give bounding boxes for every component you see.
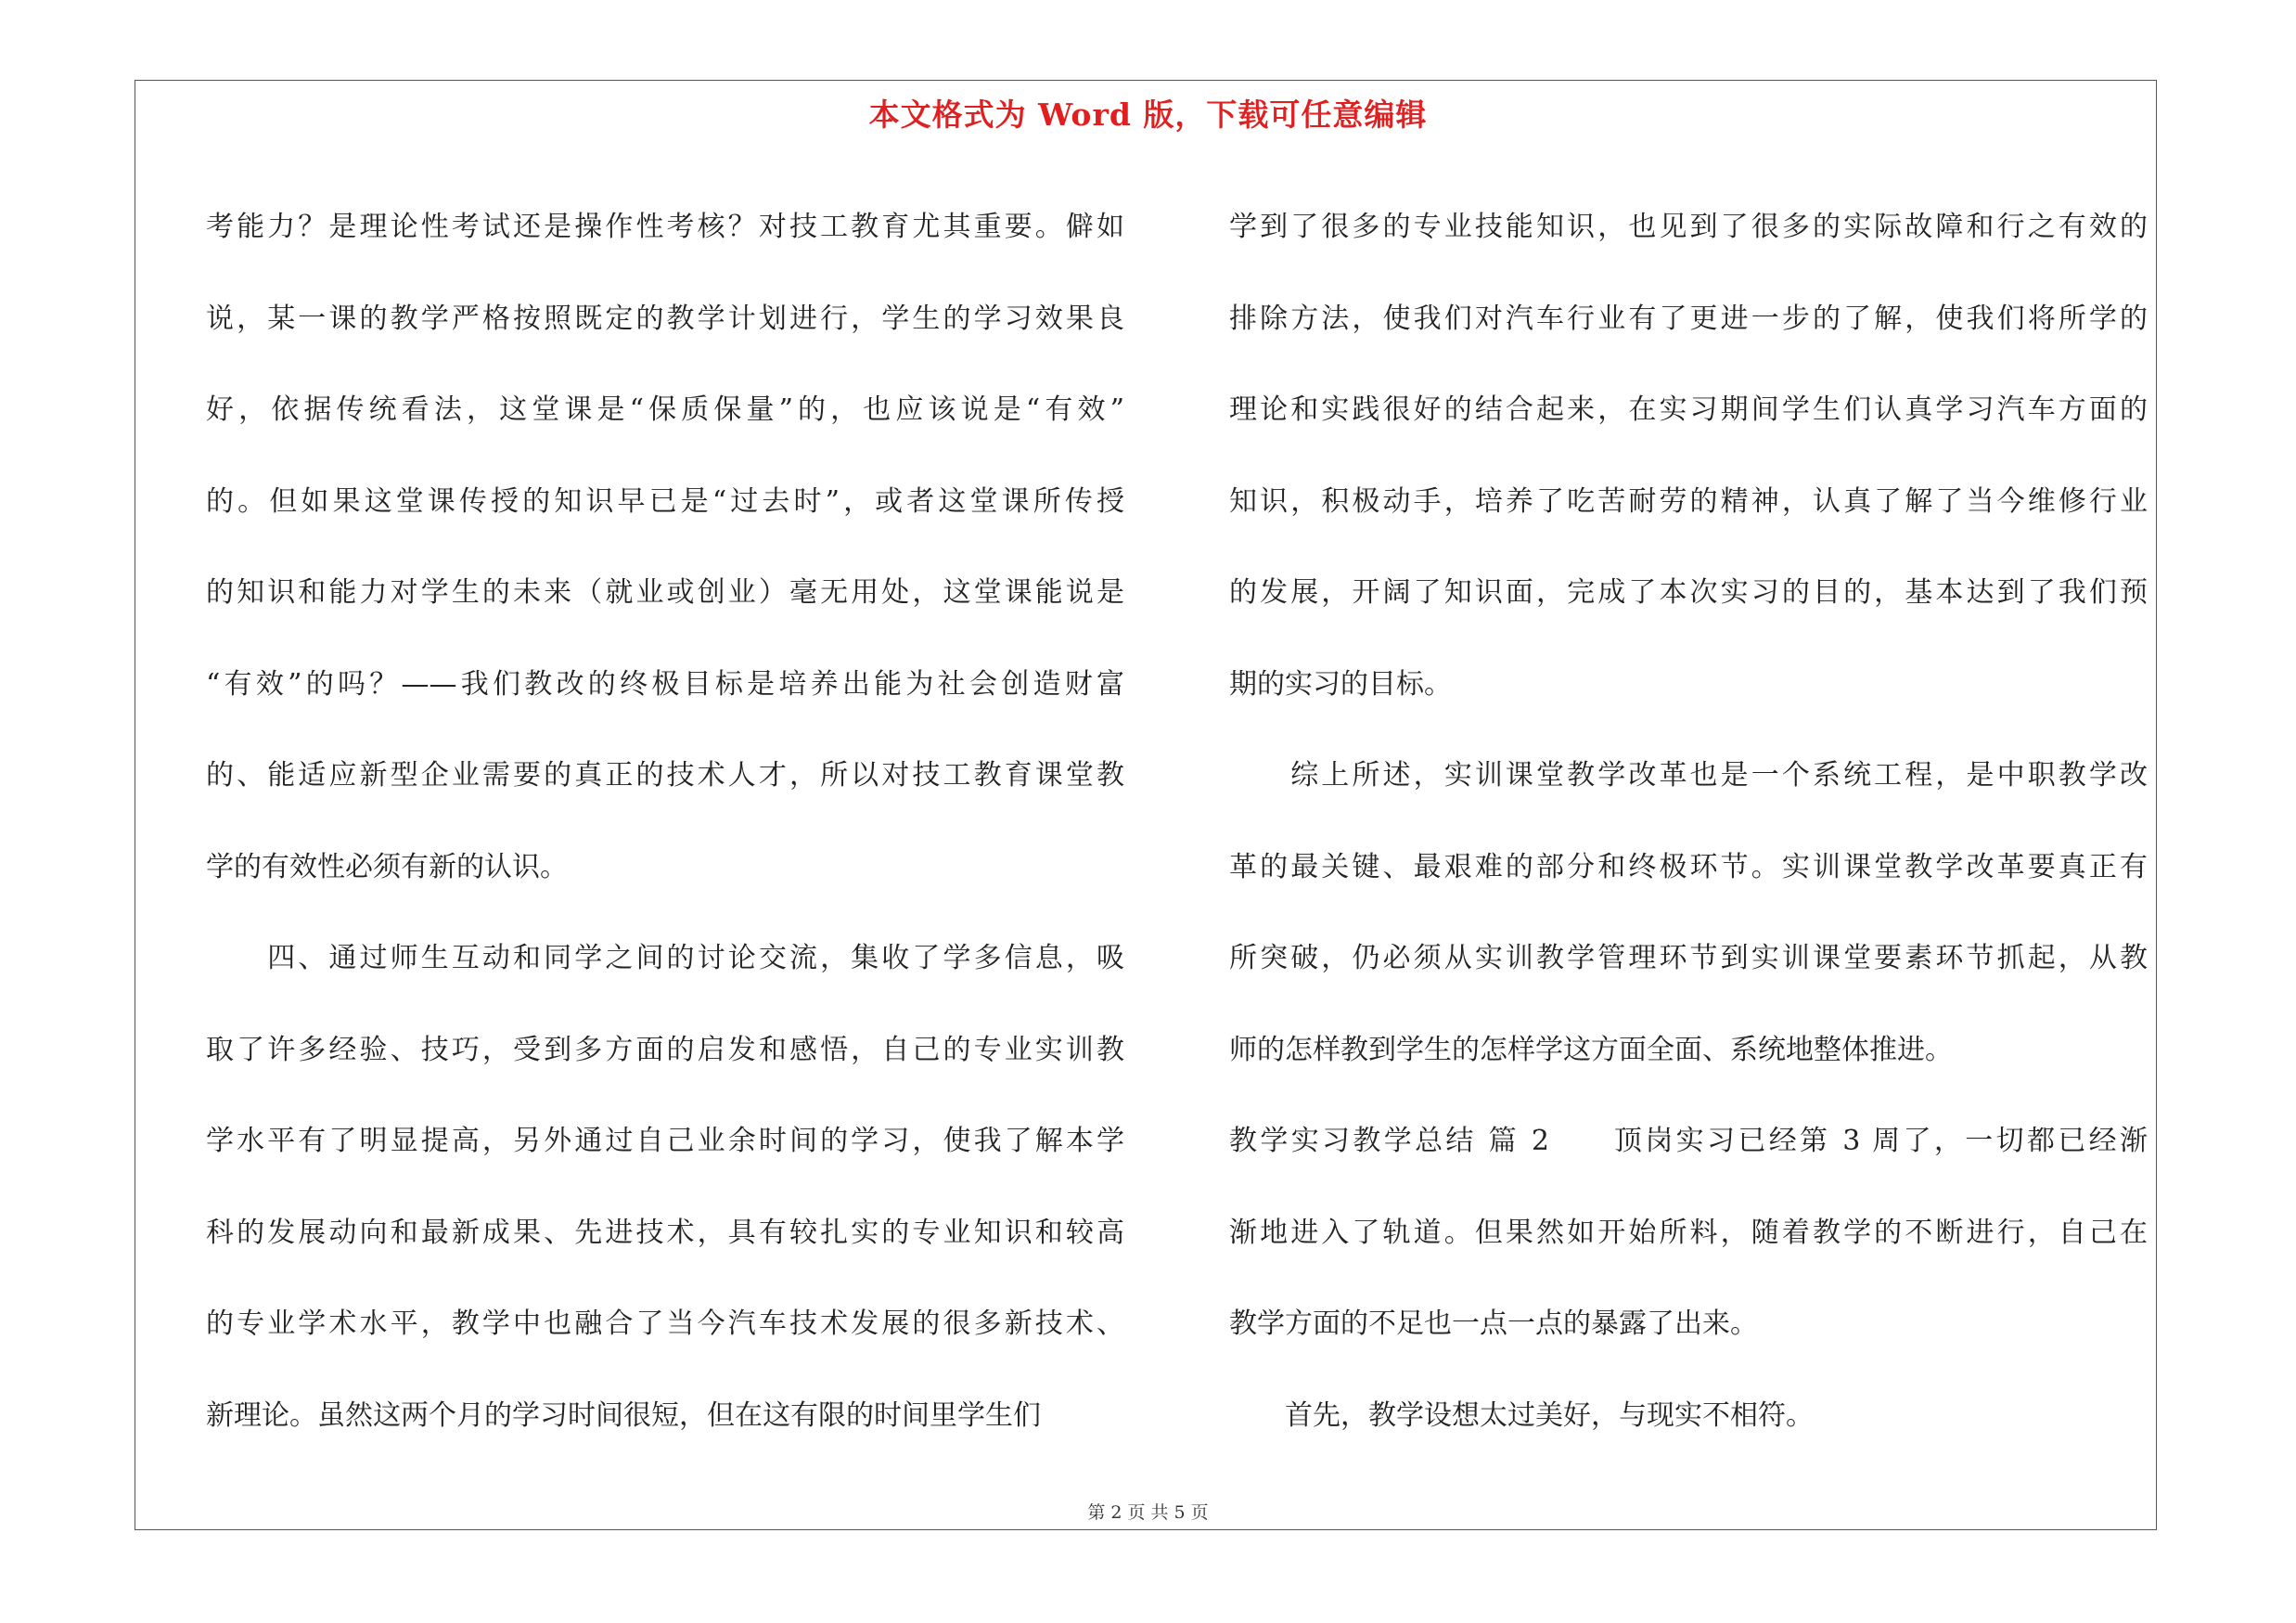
text-line: 的知识和能力对学生的未来（就业或创业）毫无用处，这堂课能说是: [206, 576, 1124, 609]
text-line: 考能力？是理论性考试还是操作性考核？对技工教育尤其重要。僻如: [206, 211, 1124, 243]
text-line: 所突破，仍必须从实训教学管理环节到实训课堂要素环节抓起，从教: [1229, 942, 2148, 974]
text-line: 渐地进入了轨道。但果然如开始所料，随着教学的不断进行，自己在: [1229, 1216, 2148, 1249]
left-text-column: [206, 182, 1124, 1462]
text-line: 说，某一课的教学严格按照既定的教学计划进行，学生的学习效果良: [206, 302, 1124, 335]
text-line: 学水平有了明显提高，另外通过自己业余时间的学习，使我了解本学: [206, 1125, 1124, 1157]
text-line: 排除方法，使我们对汽车行业有了更进一步的了解，使我们将所学的: [1229, 302, 2148, 335]
text-line: 学到了很多的专业技能知识，也见到了很多的实际故障和行之有效的: [1229, 211, 2148, 243]
text-line: 的专业学术水平，教学中也融合了当今汽车技术发展的很多新技术、: [206, 1307, 1124, 1340]
text-line: 新理论。虽然这两个月的学习时间很短，但在这有限的时间里学生们: [206, 1398, 1041, 1432]
text-line: 首先，教学设想太过美好，与现实不相符。: [1229, 1398, 1814, 1432]
page-number-footer: 第 2 页 共 5 页: [1087, 1502, 1209, 1523]
text-line: 教学方面的不足也一点一点的暴露了出来。: [1229, 1307, 1758, 1340]
text-line: 的、能适应新型企业需要的真正的技术人才，所以对技工教育课堂教: [206, 759, 1124, 792]
text-line: 取了许多经验、技巧，受到多方面的启发和感悟，自己的专业实训教: [206, 1033, 1124, 1066]
text-line: 知识，积极动手，培养了吃苦耐劳的精神，认真了解了当今维修行业: [1229, 484, 2148, 518]
text-line: 科的发展动向和最新成果、先进技术，具有较扎实的专业知识和较高: [206, 1216, 1124, 1249]
text-line: “有效”的吗？——我们教改的终极目标是培养出能为社会创造财富: [206, 667, 1124, 701]
text-line: 四、通过师生互动和同学之间的讨论交流，集收了学多信息，吸: [206, 942, 1124, 974]
text-line: 学的有效性必须有新的认识。: [206, 850, 568, 883]
text-line: 革的最关键、最艰难的部分和终极环节。实训课堂教学改革要真正有: [1229, 850, 2148, 883]
text-line: 师的怎样教到学生的怎样学这方面全面、系统地整体推进。: [1229, 1033, 1953, 1066]
text-line: 好，依据传统看法，这堂课是“保质保量”的，也应该说是“有效”: [206, 393, 1124, 426]
text-line: 的发展，开阔了知识面，完成了本次实习的目的，基本达到了我们预: [1229, 576, 2148, 609]
right-text-column: [1229, 182, 2148, 1462]
text-line: 理论和实践很好的结合起来，在实习期间学生们认真学习汽车方面的: [1229, 393, 2148, 426]
text-line: 期的实习的目标。: [1229, 667, 1452, 701]
text-line: 的。但如果这堂课传授的知识早已是“过去时”，或者这堂课所传授: [206, 484, 1124, 518]
text-line: 教学实习教学总结 篇 2 顶岗实习已经第 3 周了，一切都已经渐: [1229, 1125, 2148, 1157]
format-notice-banner: 本文格式为 Word 版，下载可任意编辑: [868, 97, 1428, 133]
text-line: 综上所述，实训课堂教学改革也是一个系统工程，是中职教学改: [1229, 759, 2148, 792]
